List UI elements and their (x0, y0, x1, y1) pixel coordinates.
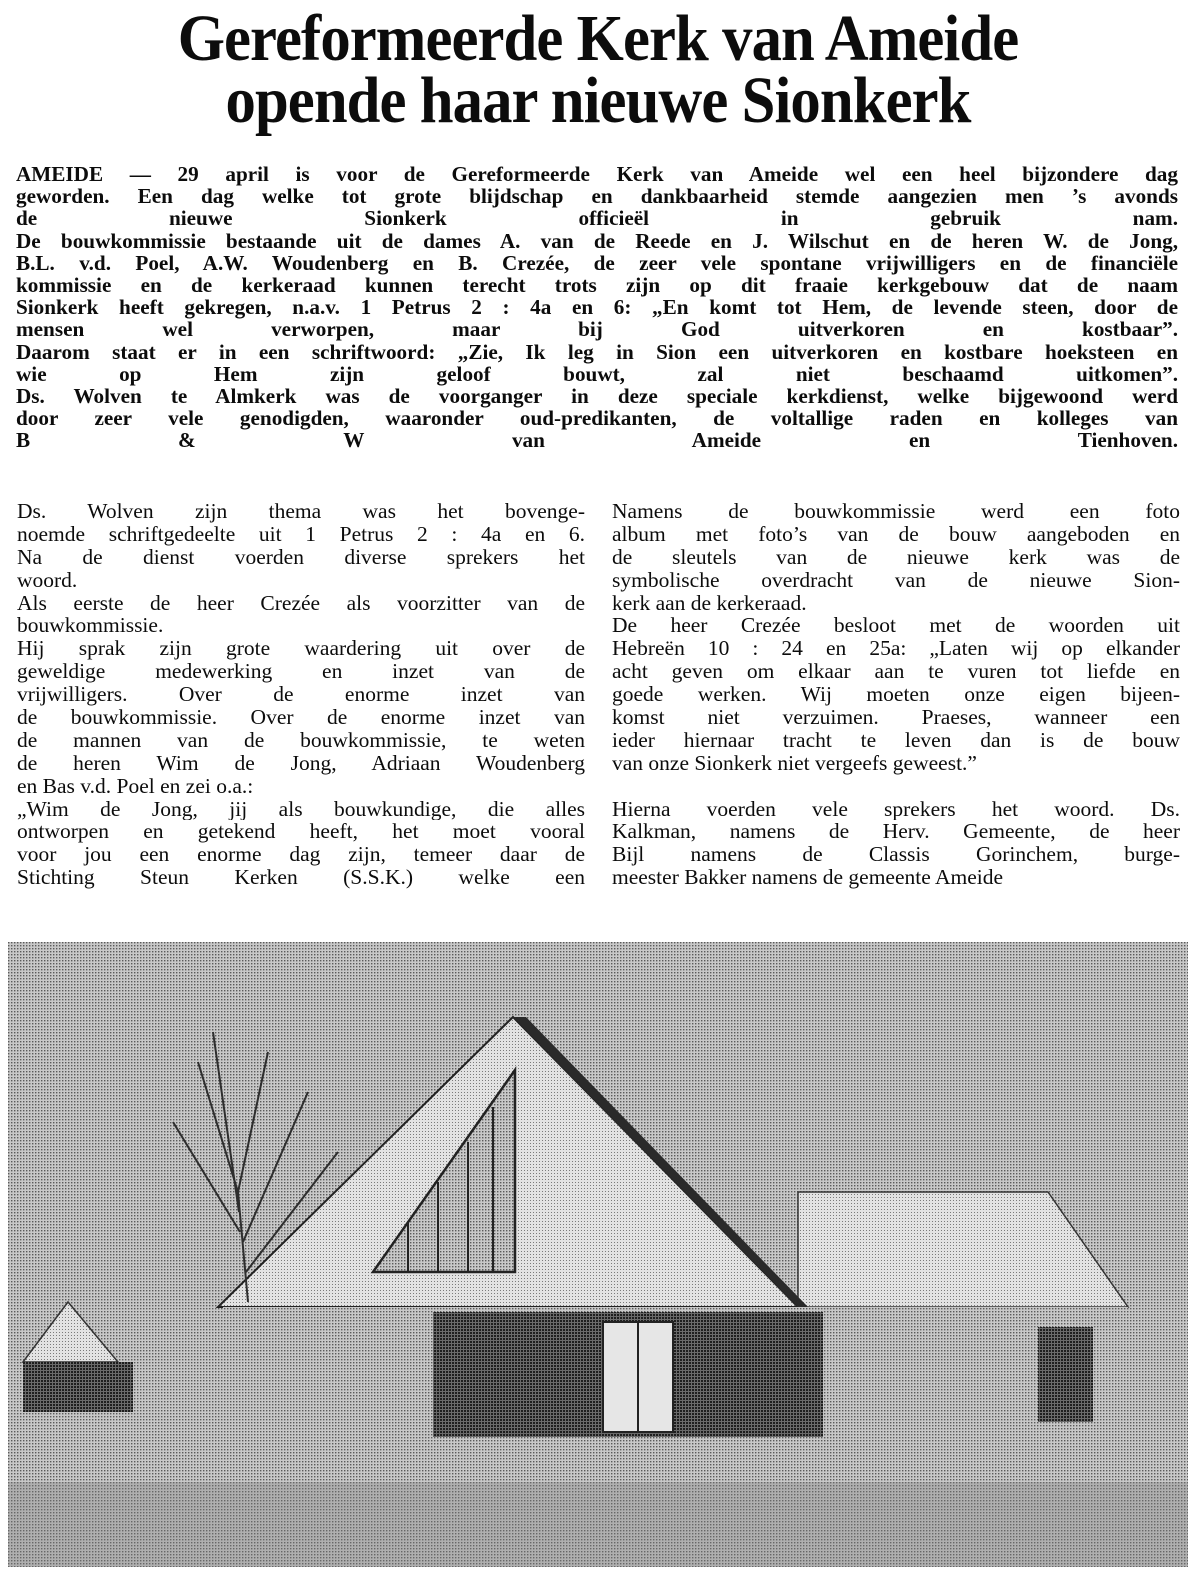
church-photo-drawing (8, 942, 1188, 1567)
text-line: B.L. v.d. Poel, A.W. Woudenberg en B. Crezée, de zeer vele spontane vrijwilligers en de financiële (16, 250, 1178, 275)
text-line: ontworpen en getekend heeft, het moet vooral (17, 820, 585, 844)
text-line: De heer Crezée besloot met de woorden uit (612, 614, 1180, 638)
text-line: de nieuwe Sionkerk officieël in gebruik nam. (16, 206, 1178, 231)
text-line: Ds. Wolven te Almkerk was de voorganger in deze speciale kerkdienst, welke bijgewoond werd (16, 384, 1178, 409)
text-line: album met foto’s van de bouw aangeboden en (612, 522, 1180, 546)
text-line: acht geven om elkaar aan te vuren tot liefde en (612, 660, 1180, 684)
text-line: vrijwilligers. Over de enorme inzet van (17, 683, 585, 707)
text-line: door zeer vele genodigden, waaronder oud-predikanten, de voltallige raden en kolleges van (16, 406, 1178, 431)
text-line: de sleutels van de nieuwe kerk was de (612, 545, 1180, 569)
text-line: meester Bakker namens de gemeente Ameide (612, 866, 1004, 890)
text-line: De bouwkommissie bestaande uit de dames A. van de Reede en J. Wilschut en de heren W. de Jong, (16, 228, 1178, 253)
side-window (1038, 1327, 1093, 1422)
text-line: en Bas v.d. Poel en zei o.a.: (17, 774, 254, 798)
text-line: Hij sprak zijn grote waardering uit over de (17, 637, 585, 661)
text-line: bouwkommissie. (17, 614, 164, 638)
text-line: symbolische overdracht van de nieuwe Sion- (612, 568, 1180, 592)
text-line: van onze Sionkerk niet vergeefs geweest.” (612, 751, 977, 775)
text-line: kerk aan de kerkeraad. (612, 591, 807, 615)
text-line: Hierna voerden vele sprekers het woord. Ds. (612, 797, 1180, 821)
text-line: woord. (17, 568, 78, 592)
text-line: komst niet verzuimen. Praeses, wanneer een (612, 706, 1180, 729)
text-line: geworden. Een dag welke tot grote blijdschap en dankbaarheid stemde aangezien men ’s avonds (16, 184, 1178, 209)
text-line: AMEIDE — 29 april is voor de Gereformeerde Kerk van Ameide wel een heel bijzondere dag (16, 162, 1178, 186)
text-line: Als eerste de heer Crezée als voorzitter van de (17, 591, 585, 615)
text-line (612, 775, 1180, 798)
text-line: Bijl namens de Classis Gorinchem, burge- (612, 843, 1180, 867)
headline-line-1: Gereformeerde Kerk van Ameide (177, 2, 1019, 75)
text-line: Na de dienst voerden diverse sprekers het (17, 545, 585, 569)
headline-line-2: opende haar nieuwe Sionkerk (225, 64, 971, 137)
text-line: Namens de bouwkommissie werd een foto (612, 500, 1180, 523)
headline (48, 2, 1148, 137)
text-line: de heren Wim de Jong, Adriaan Woudenberg (17, 751, 585, 775)
text-line: voor jou een enorme dag zijn, temeer daar de (17, 843, 585, 867)
text-line: kommissie en de kerkeraad kunnen terecht trots zijn op dit fraaie kerkgebouw dat de naam (16, 273, 1178, 298)
text-line: Ds. Wolven zijn thema was het bovenge- (17, 500, 585, 523)
left-column (17, 500, 585, 889)
text-line: geweldige medewerking en inzet van de (17, 660, 585, 684)
text-line: Daarom staat er in een schriftwoord: „Zie, Ik leg in Sion een uitverkoren en kostbare hoeksteen en (16, 339, 1178, 364)
text-line: goede werken. Wij moeten onze eigen bijeen- (612, 683, 1180, 707)
text-line: B & W van Ameide en Tienhoven. (16, 428, 1178, 453)
text-line: de mannen van de bouwkommissie, te weten (17, 728, 585, 752)
text-line: ieder hiernaar tracht te leven dan is de bouw (612, 728, 1180, 752)
text-line: Hebreën 10 : 24 en 25a: „Laten wij op elkander (612, 637, 1180, 661)
church-photo (8, 942, 1188, 1567)
text-line: noemde schriftgedeelte uit 1 Petrus 2 : 4a en 6. (17, 522, 585, 546)
text-line: „Wim de Jong, jij als bouwkundige, die alles (17, 797, 585, 821)
text-line: wie op Hem zijn geloof bouwt, zal niet beschaamd uitkomen”. (16, 361, 1178, 386)
right-column (612, 500, 1180, 889)
text-line: de bouwkommissie. Over de enorme inzet van (17, 706, 585, 729)
lead-paragraph (16, 163, 1178, 452)
text-line: Stichting Steun Kerken (S.S.K.) welke een (17, 866, 585, 890)
text-line: mensen wel verworpen, maar bij God uitverkoren en kostbaar”. (16, 317, 1178, 342)
text-line: Sionkerk heeft gekregen, n.a.v. 1 Petrus 2 : 4a en 6: „En komt tot Hem, de levende steen, door de (16, 295, 1178, 320)
text-line: Kalkman, namens de Herv. Gemeente, de heer (612, 820, 1180, 844)
